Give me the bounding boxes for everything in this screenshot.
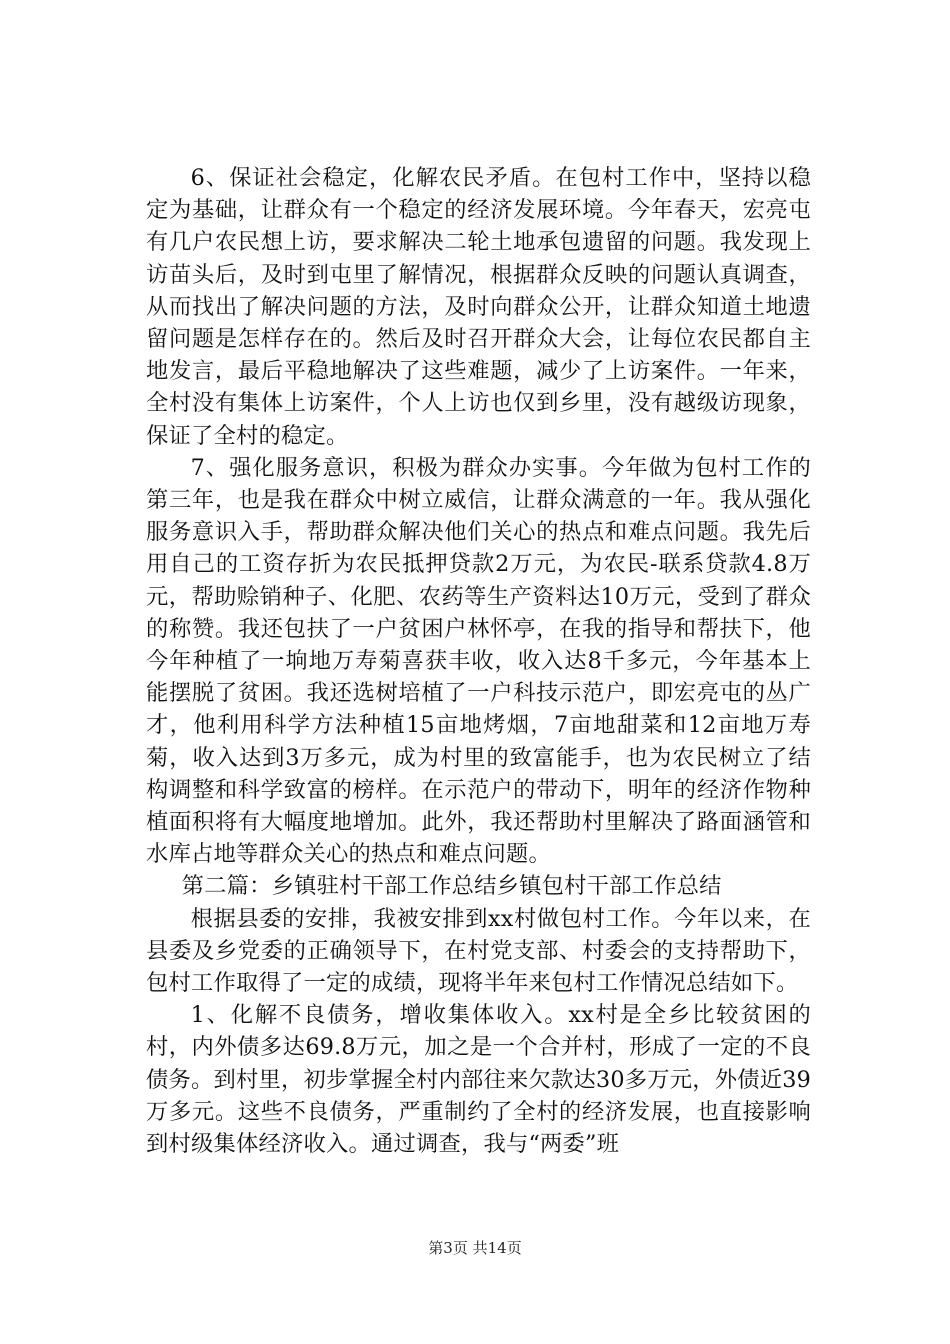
paragraph-item-6: 6、保证社会稳定，化解农民矛盾。在包村工作中，坚持以稳定为基础，让群众有一个稳定的经济发展环境。今年春天，宏亮屯有几户农民想上访，要求解决二轮土地承包遗留的问题。我发现上访苗头后，及时到屯里了解情况，根据群众反映的问题认真调查，从而找出了解决问题的方法，及时向群众公开，让群众知道土地遗留问题是怎样存在的。然后及时召开群众大会，让每位农民都自主地发言，最后平稳地解决了这些难题，减少了上访案件。一年来，全村没有集体上访案件，个人上访也仅到乡里，没有越级访现象，保证了全村的稳定。 <box>146 165 811 449</box>
page-footer: 第3页 共14页 <box>428 1239 522 1257</box>
paragraph-item-7: 7、强化服务意识，积极为群众办实事。今年做为包村工作的第三年，也是我在群众中树立威信，让群众满意的一年。我从强化服务意识入手，帮助群众解决他们关心的热点和难点问题。我先后用自己的工资存折为农民抵押贷款2万元，为农民-联系贷款4.8万元，帮助赊销种子、化肥、农药等生产资料达10万元，受到了群众的称赞。我还包扶了一户贫困户林怀亭，在我的指导和帮扶下，他今年种植了一垧地万寿菊喜获丰收，收入达8千多元，今年基本上能摆脱了贫困。我还选树培植了一户科技示范户，即宏亮屯的丛广才，他利用科学方法种植15亩地烤烟，7亩地甜菜和12亩地万寿菊，收入达到3万多元，成为村里的致富能手，也为农民树立了结构调整和科学致富的榜样。在示范户的带动下，明年的经济作物种植面积将有大幅度地增加。此外，我还帮助村里解决了路面涵管和水库占地等群众关心的热点和难点问题。 <box>146 454 811 868</box>
section-heading: 第二篇：乡镇驻村干部工作总结乡镇包村干部工作总结 <box>181 873 722 900</box>
paragraph-intro: 根据县委的安排，我被安排到xx村做包村工作。今年以来，在县委及乡党委的正确领导下，在村党支部、村委会的支持帮助下，包村工作取得了一定的成绩，现将半年来包村工作情况总结如下。 <box>146 905 811 997</box>
paragraph-item-1: 1、化解不良债务，增收集体收入。xx村是全乡比较贫困的村，内外债多达69.8万元，加之是一个合并村，形成了一定的不良债务。到村里，初步掌握全村内部往来欠款达30多万元，外债近39万多元。这些不良债务，严重制约了全村的经济发展，也直接影响到村级集体经济收入。通过调查，我与“两委”班 <box>146 1002 811 1158</box>
document-body <box>146 162 811 1160</box>
